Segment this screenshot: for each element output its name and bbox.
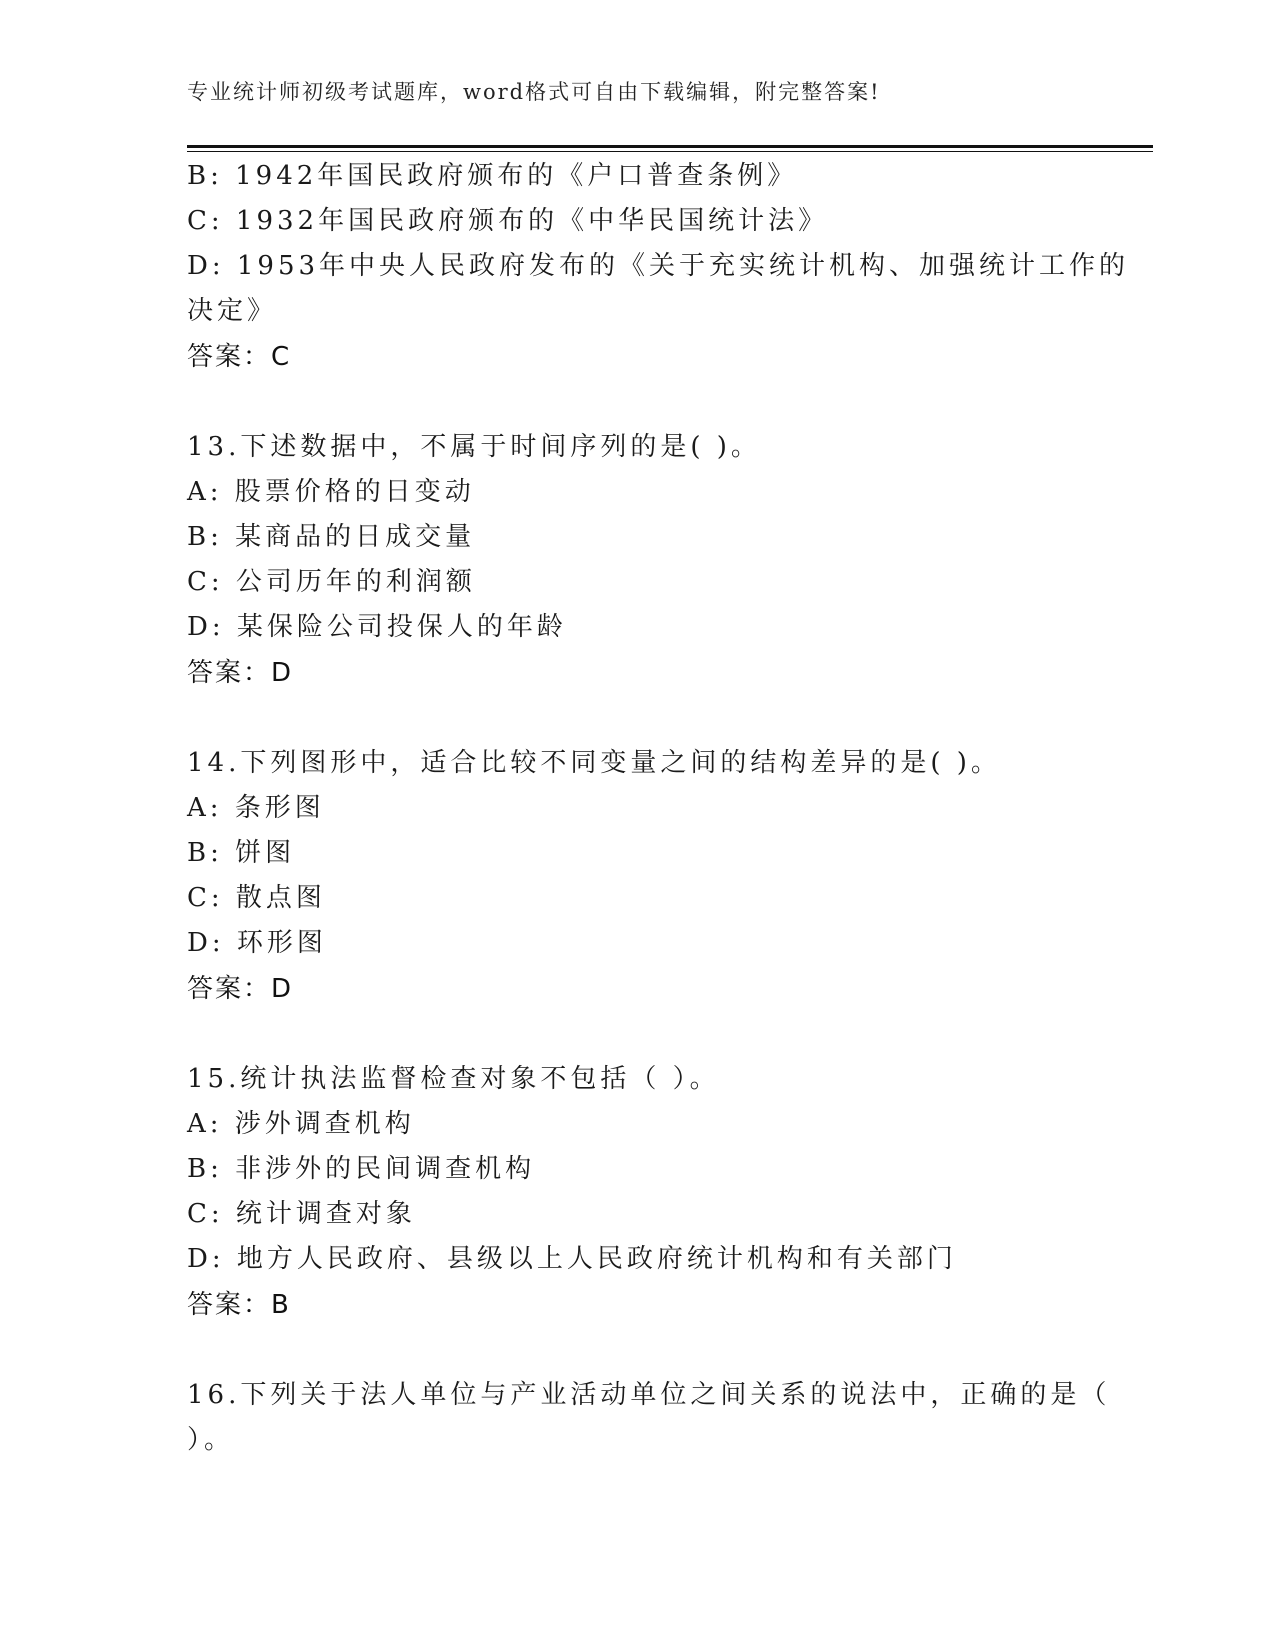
q13-option-c: C: 公司历年的利润额 xyxy=(187,567,476,597)
q14-option-a: A: 条形图 xyxy=(187,793,325,823)
q15-question: 15.统计执法监督检查对象不包括（ ）。 xyxy=(187,1064,720,1094)
q16-question-line2: ）。 xyxy=(187,1425,235,1455)
q16-question-line1: 16.下列关于法人单位与产业活动单位之间关系的说法中，正确的是（ xyxy=(187,1380,1111,1410)
header-rule-thick xyxy=(187,145,1153,148)
q12-option-d-line2: 决定》 xyxy=(187,296,278,326)
q12-option-d-line1: D: 1953年中央人民政府发布的《关于充实统计机构、加强统计工作的 xyxy=(187,251,1130,281)
q13-answer: 答案：D xyxy=(187,658,294,688)
q15-option-c: C: 统计调查对象 xyxy=(187,1199,416,1229)
q12-option-c: C: 1932年国民政府颁布的《中华民国统计法》 xyxy=(187,206,829,236)
header-rule-thin xyxy=(187,151,1153,152)
q14-option-c: C: 散点图 xyxy=(187,883,326,913)
q13-option-a: A: 股票价格的日变动 xyxy=(187,477,475,507)
q14-question: 14.下列图形中，适合比较不同变量之间的结构差异的是( )。 xyxy=(187,748,1001,778)
page-header: 专业统计师初级考试题库，word格式可自由下载编辑，附完整答案! xyxy=(187,80,881,104)
q14-option-b: B: 饼图 xyxy=(187,838,296,868)
q13-option-b: B: 某商品的日成交量 xyxy=(187,522,476,552)
q15-option-b: B: 非涉外的民间调查机构 xyxy=(187,1154,536,1184)
q15-option-d: D: 地方人民政府、县级以上人民政府统计机构和有关部门 xyxy=(187,1244,957,1274)
q14-answer: 答案：D xyxy=(187,974,294,1004)
q14-option-d: D: 环形图 xyxy=(187,928,327,958)
q15-answer: 答案：B xyxy=(187,1290,291,1320)
q12-answer: 答案：C xyxy=(187,342,292,372)
q15-option-a: A: 涉外调查机构 xyxy=(187,1109,415,1139)
q13-question: 13.下述数据中，不属于时间序列的是( )。 xyxy=(187,432,761,462)
q13-option-d: D: 某保险公司投保人的年龄 xyxy=(187,612,567,642)
q12-option-b: B: 1942年国民政府颁布的《户口普查条例》 xyxy=(187,161,798,191)
